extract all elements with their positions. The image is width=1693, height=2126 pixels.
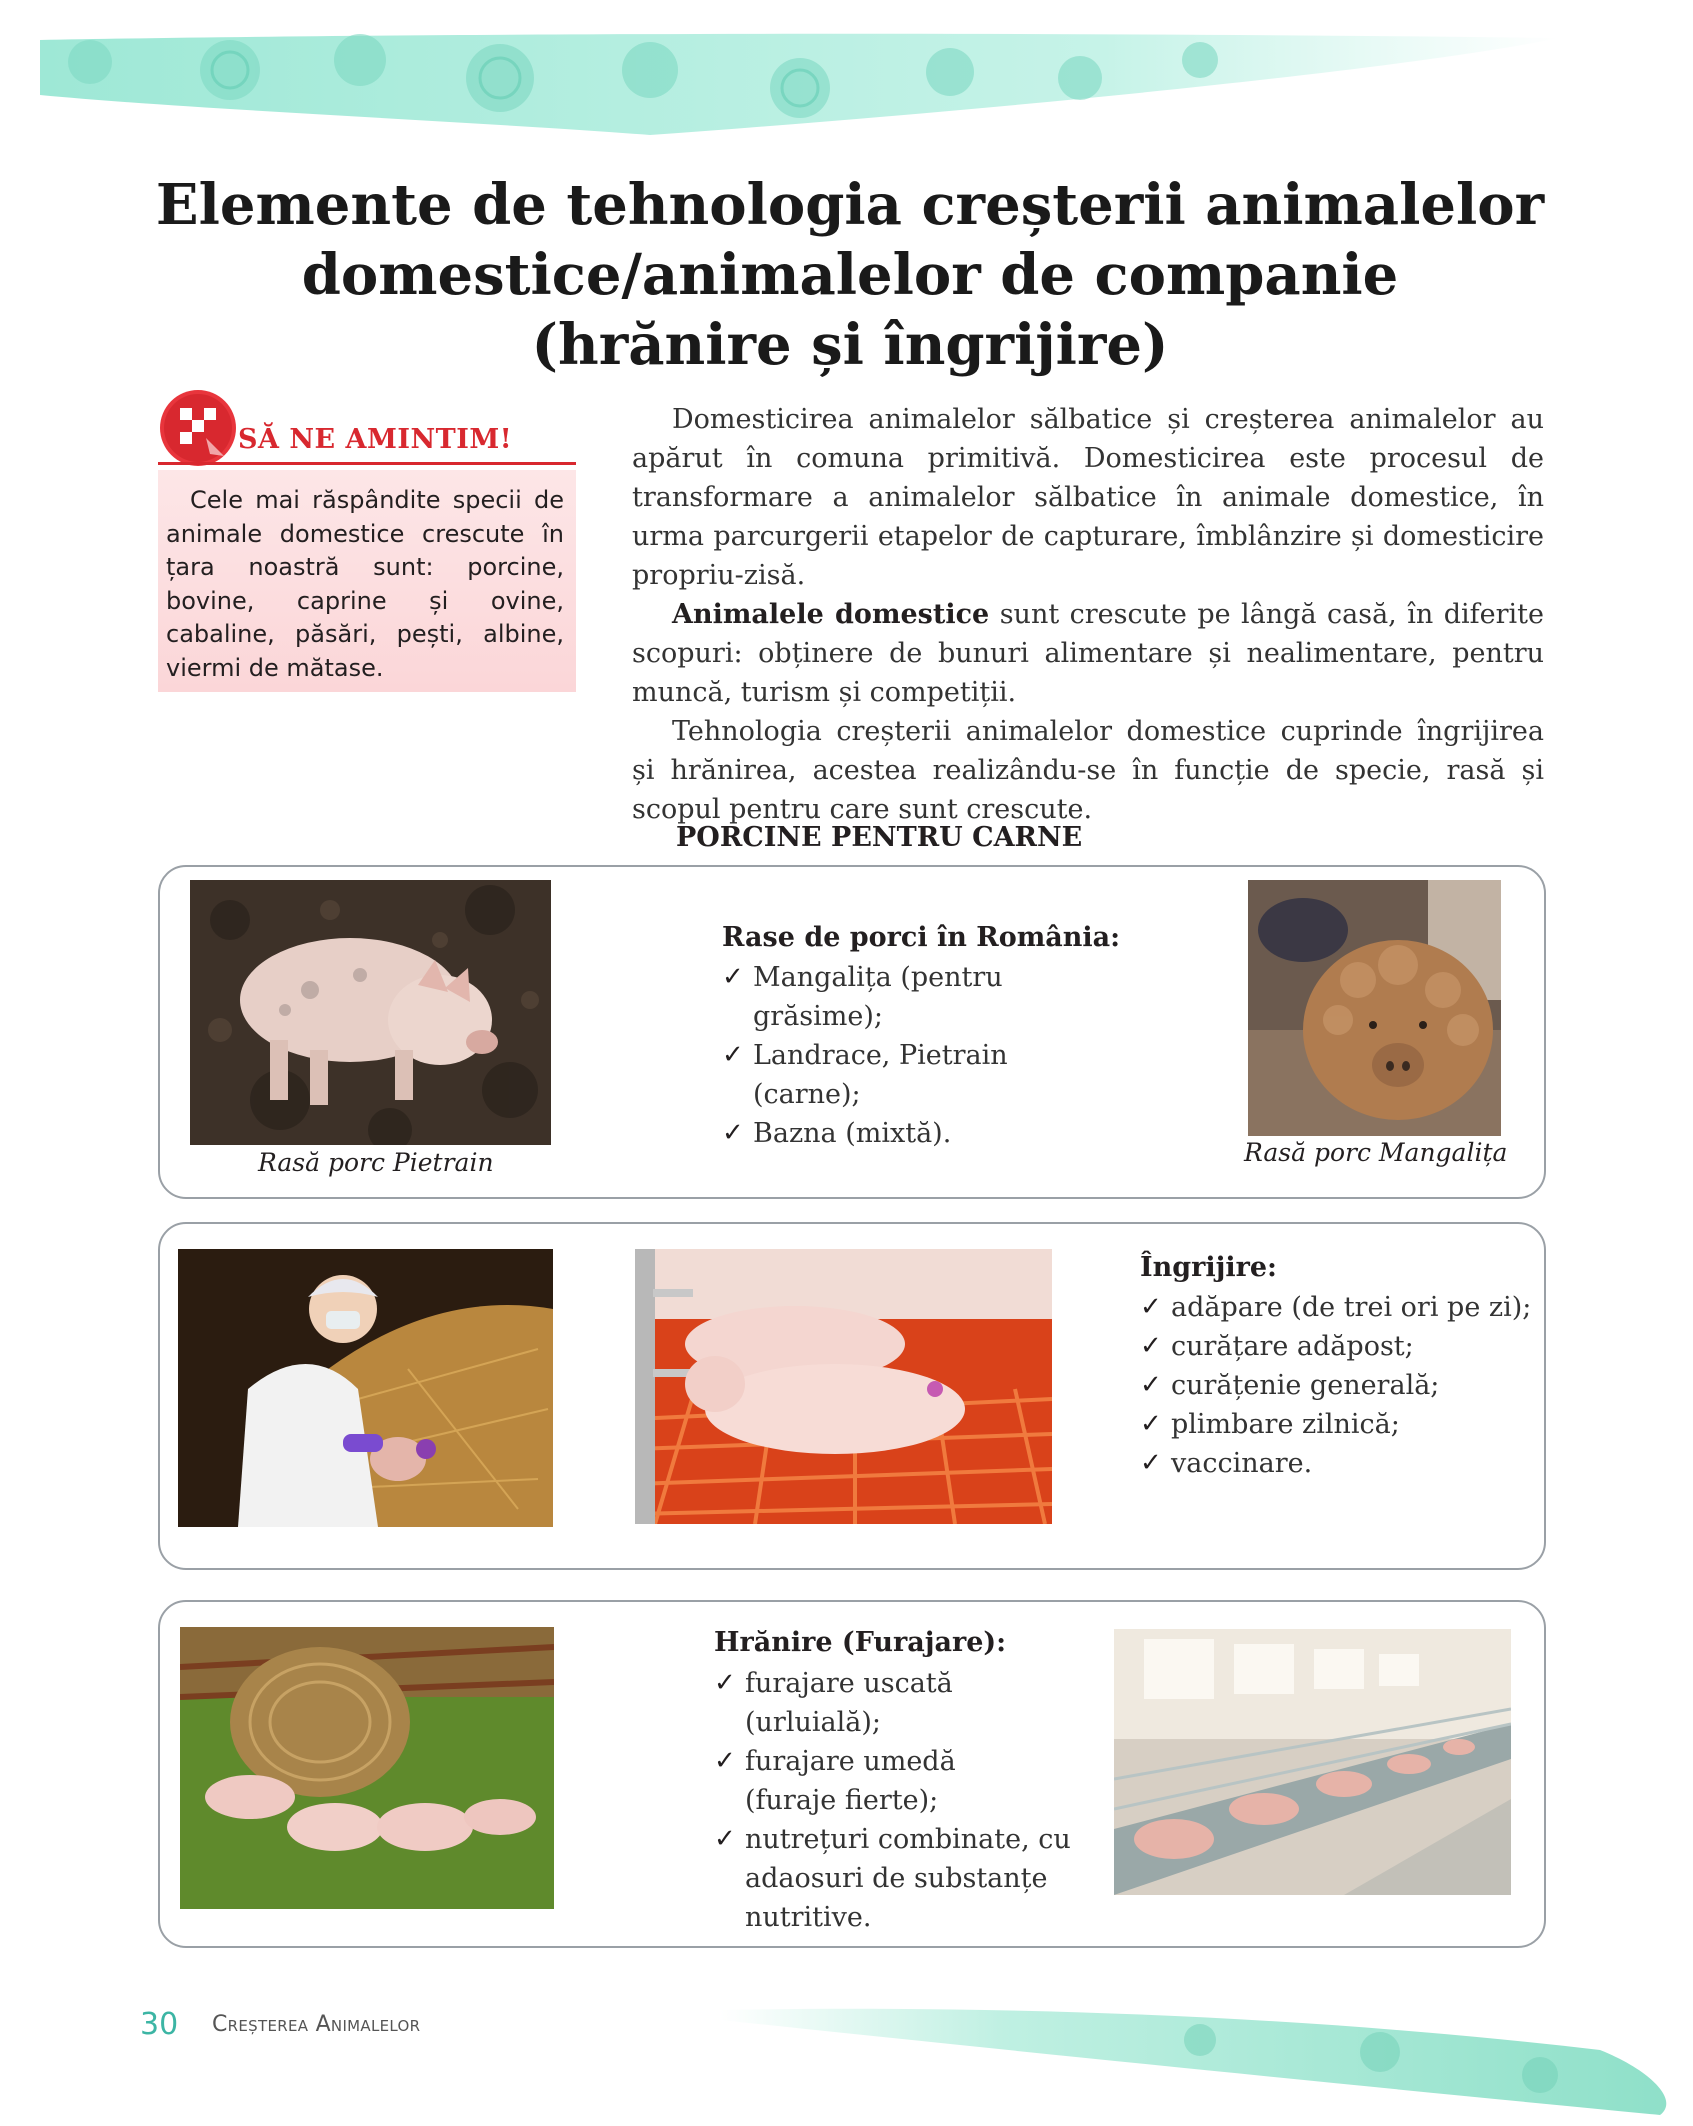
reminder-text (166, 484, 564, 685)
intro-paragraph-2 (632, 595, 1544, 712)
list-item-text: Mangalița (pentru grăsime); (753, 962, 1003, 1032)
piglets-haybale-photo (180, 1627, 554, 1909)
section-heading: PORCINE PENTRU CARNE (676, 822, 1083, 853)
mangalita-pig-photo (1248, 880, 1501, 1136)
list-item-text: furajare umedă (furaje fierte); (745, 1746, 956, 1816)
list-item (714, 1742, 1005, 1820)
intro-text (632, 400, 1544, 829)
caption-pietrain: Rasă porc Pietrain (258, 1148, 494, 1177)
intro-paragraph-2-rest: sunt crescute pe lângă casă, în diferite scopuri: obținere de bunuri alimentare și nealimentare, pentru muncă, turism și competiții. (632, 599, 1544, 708)
pietrain-pig-photo (190, 880, 551, 1145)
list-item-text: Bazna (mixtă). (753, 1118, 952, 1149)
list-item (1140, 1405, 1540, 1444)
check-icon: ✓ (1140, 1331, 1162, 1361)
list-item-text: Landrace, Pietrain (carne); (753, 1040, 1008, 1110)
reminder-badge-icon (158, 388, 238, 468)
check-icon: ✓ (1140, 1370, 1162, 1400)
list-item (1140, 1327, 1540, 1366)
title-line-1: Elemente de tehnologia creșterii animalelor (155, 172, 1545, 238)
intro-paragraph-1: Domesticirea animalelor sălbatice și creșterea animalelor au apărut în comuna primitivă. Domesticirea este procesul de transformare a animalelor sălbatice în animale domestice, în urma parcurgerii etapelor de capturare, îmblânzire și domesticire propriu-zisă. (632, 404, 1544, 591)
list-item-text: furajare uscată (urluială); (745, 1668, 953, 1738)
list-item-text: adăpare (de trei ori pe zi); (1171, 1292, 1532, 1323)
list-item (1140, 1366, 1540, 1405)
list-item (714, 1664, 1089, 1742)
care-list-title: Îngrijire: (1140, 1252, 1278, 1283)
pig-barn-photo (1114, 1629, 1511, 1895)
reminder-body: Cele mai răspândite specii de animale domestice crescute în țara noastră sunt: porcine, bovine, caprine și ovine, cabaline, păsări, pești, albine, viermi de mătase. (166, 486, 564, 682)
check-icon: ✓ (714, 1746, 736, 1776)
page-title (150, 170, 1550, 380)
running-head: Creșterea Animalelor (212, 2012, 421, 2037)
reminder-heading: SĂ NE AMINTIM! (238, 424, 513, 455)
title-line-3: (hrănire și îngrijire) (531, 312, 1169, 378)
check-icon: ✓ (722, 1040, 744, 1070)
list-item (722, 1114, 1122, 1153)
list-item-text: plimbare zilnică; (1171, 1409, 1400, 1440)
bottom-decorative-banner (0, 1990, 1693, 2126)
check-icon: ✓ (1140, 1448, 1162, 1478)
title-line-2: domestice/animalelor de companie (301, 242, 1399, 308)
check-icon: ✓ (714, 1668, 736, 1698)
intro-paragraph-3: Tehnologia creșterii animalelor domestice cuprinde îngrijirea și hrănirea, acestea realizându-se în funcție de specie, rasă și scopul pentru care sunt crescute. (632, 716, 1544, 825)
breeds-list-title: Rase de porci în România: (722, 922, 1121, 953)
piglets-drinking-photo (635, 1249, 1052, 1524)
check-icon: ✓ (1140, 1409, 1162, 1439)
list-item-text: curățenie generală; (1171, 1370, 1440, 1401)
list-item-text: nutrețuri combinate, cu adaosuri de substanțe nutritive. (745, 1824, 1071, 1933)
caption-mangalita: Rasă porc Mangalița (1244, 1138, 1508, 1167)
list-item (714, 1820, 1085, 1937)
check-icon: ✓ (722, 962, 744, 992)
feeding-list (714, 1664, 1089, 1937)
list-item (1140, 1288, 1540, 1327)
reminder-divider (158, 462, 576, 465)
list-item-text: curățare adăpost; (1171, 1331, 1414, 1362)
check-icon: ✓ (714, 1824, 736, 1854)
intro-bold-term: Animalele domestice (672, 599, 990, 630)
vet-vaccinating-piglet-photo (178, 1249, 553, 1527)
list-item (722, 1036, 1122, 1114)
list-item (1140, 1444, 1540, 1483)
feeding-list-title: Hrănire (Furajare): (714, 1627, 1007, 1658)
page-number: 30 (140, 2007, 179, 2042)
breeds-list (722, 958, 1122, 1153)
check-icon: ✓ (1140, 1292, 1162, 1322)
care-list (1140, 1288, 1540, 1483)
list-item (722, 958, 1122, 1036)
top-decorative-banner (0, 0, 1693, 160)
check-icon: ✓ (722, 1118, 744, 1148)
list-item-text: vaccinare. (1171, 1448, 1313, 1479)
